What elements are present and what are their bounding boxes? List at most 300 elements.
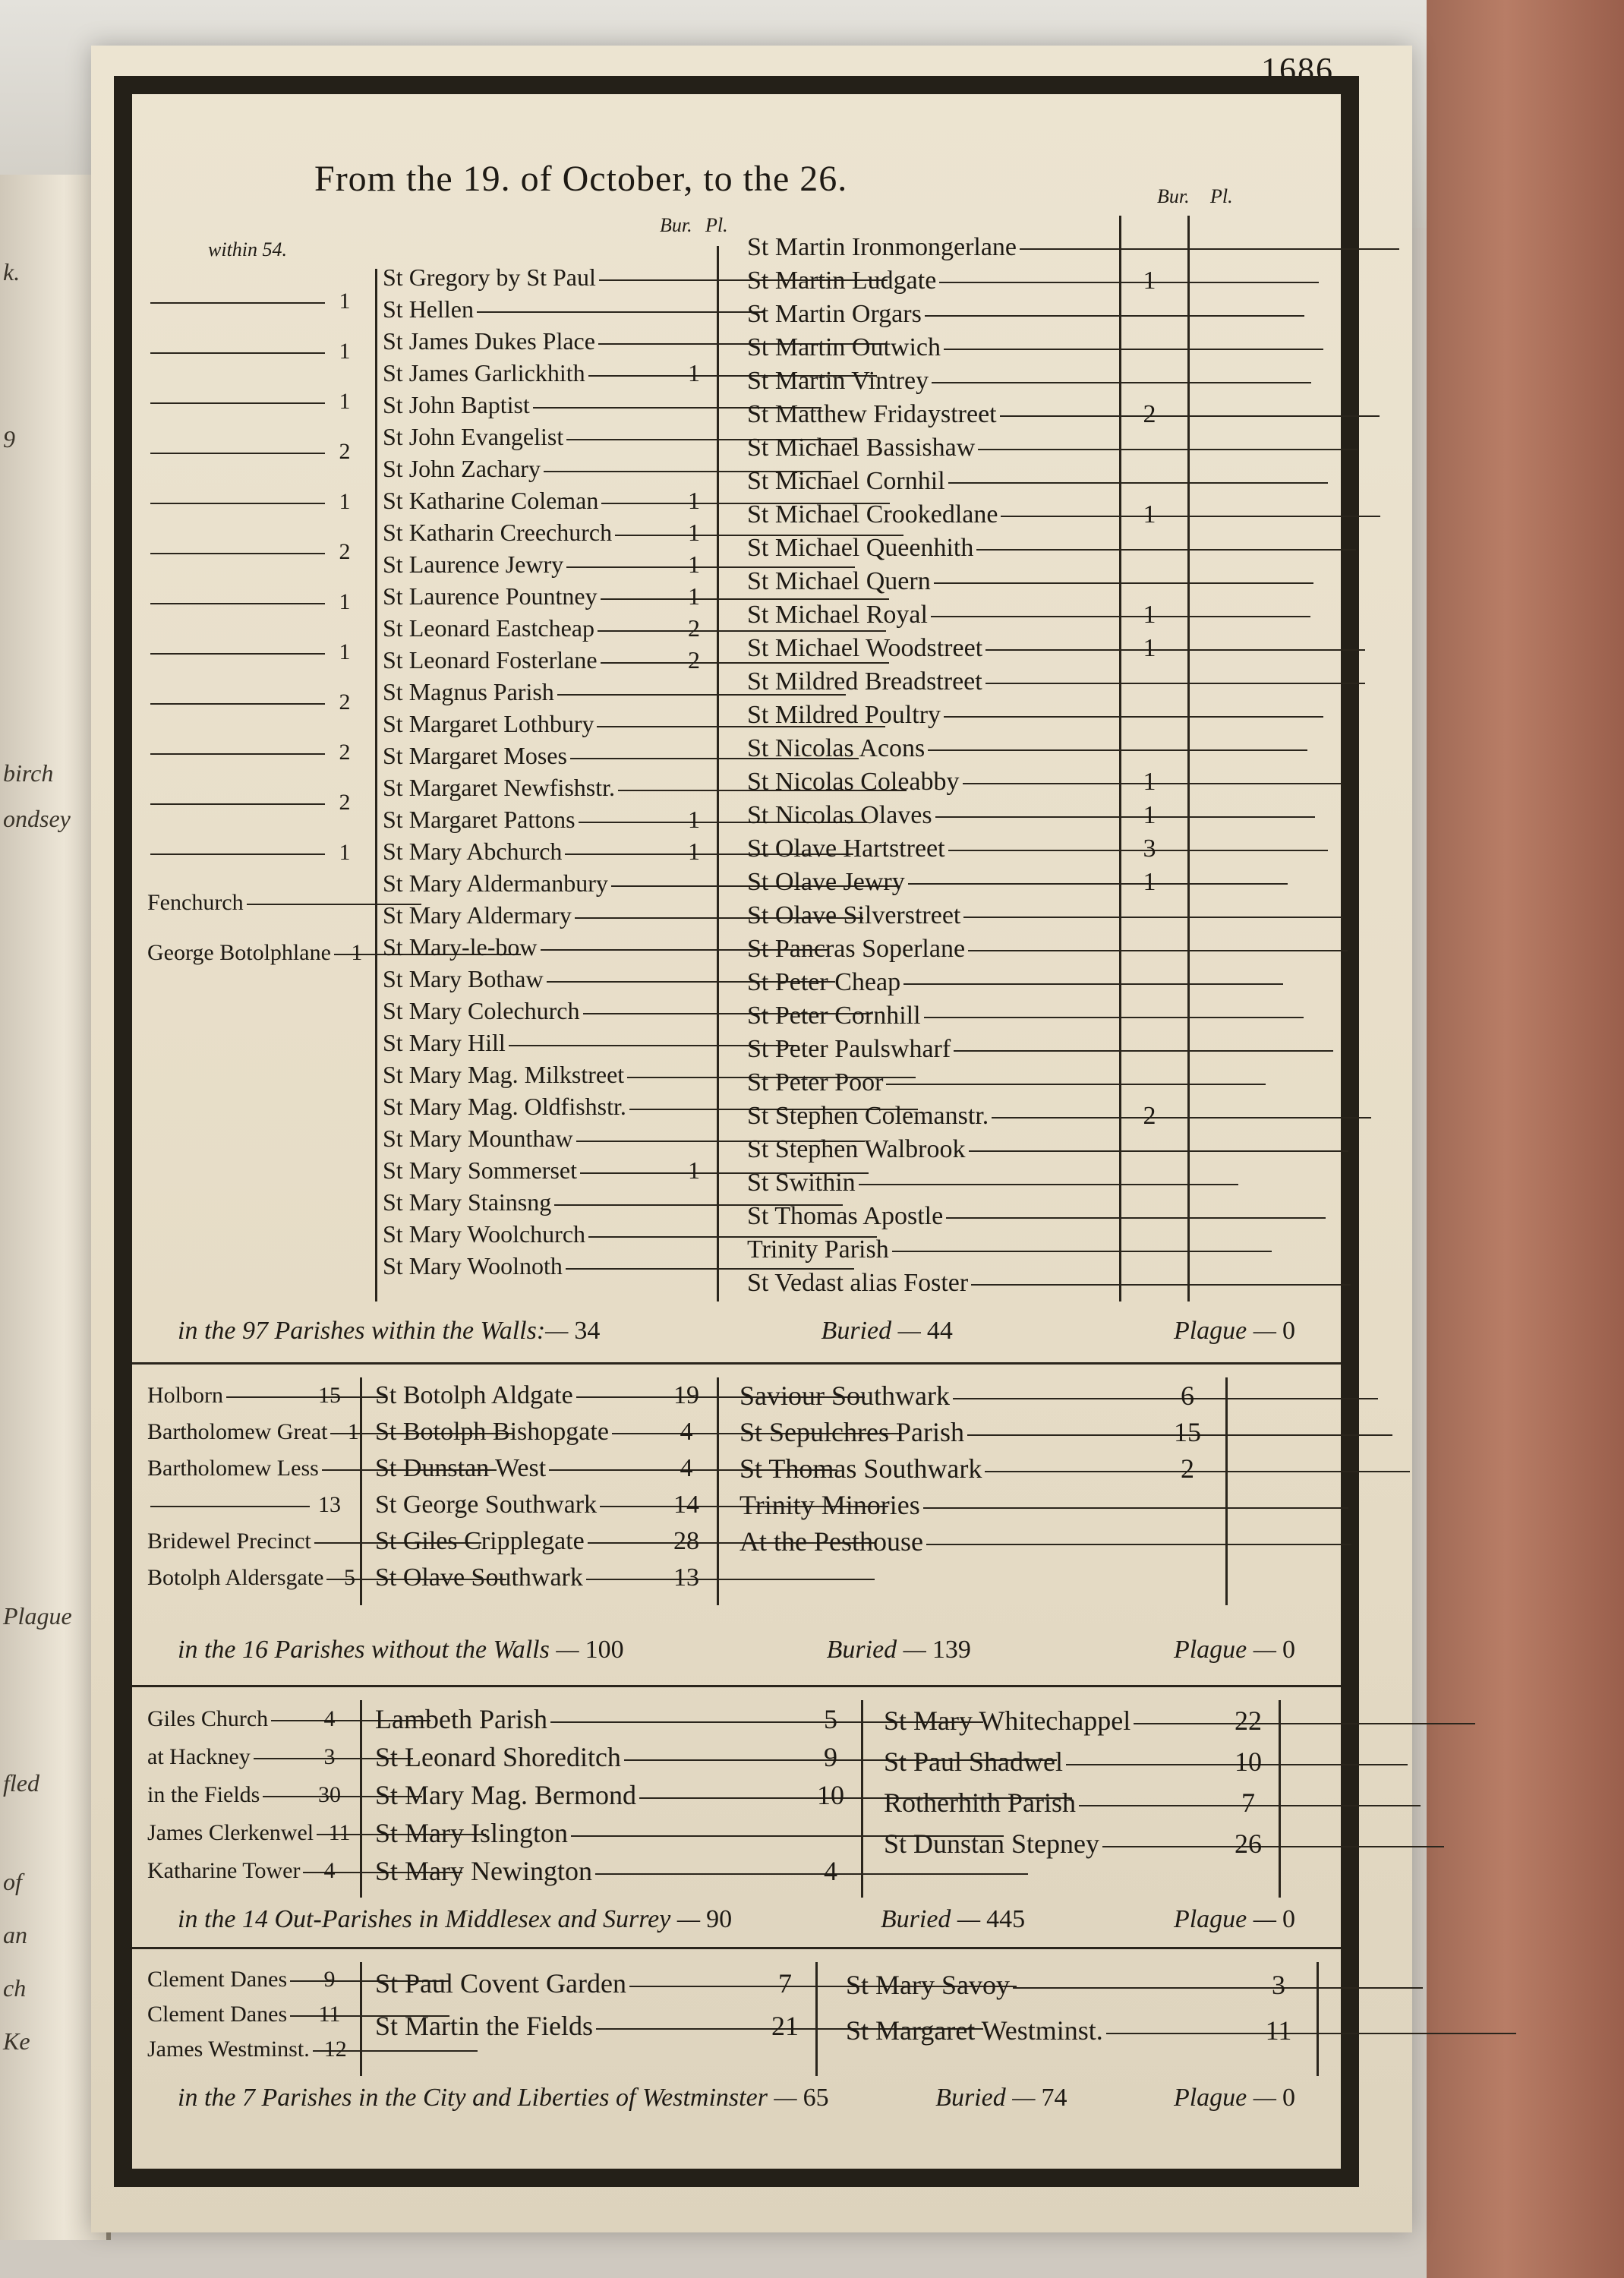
parish-entry [747,1100,1172,1133]
parish-entry [147,1700,352,1738]
parish-count: 1 [339,389,351,414]
parish-entry [747,364,1172,398]
parish-entry [147,1377,352,1414]
parish-name: St Peter Cheap [747,966,1127,999]
parish-name: St George Southwark [375,1487,664,1523]
parish-name: Fenchurch [147,878,322,928]
parish-entry [383,1250,717,1282]
parish-name: St Leonard Shoreditch [375,1738,808,1776]
parish-entry [747,899,1172,932]
plague-label: Plague — [1173,2084,1276,2112]
parish-entry [383,1186,717,1218]
section1-left-column [147,276,367,978]
parish-entry [739,1414,1210,1450]
parish-entry [747,632,1172,665]
parish-entry [147,627,367,677]
parish-entry [147,677,367,727]
parish-count: 3 [1143,835,1156,863]
parish-count: 7 [1241,1787,1255,1818]
section4-left-column [147,1962,352,2067]
parish-name: St Nicolas Coleabby [747,765,1127,799]
section2-middle-column [375,1377,709,1596]
parish-entry [375,1738,853,1776]
parish-name: St John Baptist [383,389,671,421]
parish-count: 1 [1143,868,1156,896]
parish-name: St Margaret Pattons [383,803,671,835]
parish-entry [383,1027,717,1059]
parish-count: 11 [328,1820,351,1845]
parish-count: 2 [688,614,700,642]
parish-name: Clement Danes [147,1962,307,1997]
bur-header: Bur. [1157,185,1190,207]
parish-name [147,627,322,677]
parish-count: 1 [1143,267,1156,295]
parish-entry [747,1233,1172,1267]
parish-name [147,276,322,327]
parish-name: Trinity Minories [739,1487,1165,1523]
parish-name: St Martin Orgars [747,298,1127,331]
plague-label: Plague — [1173,1317,1276,1345]
buried-total: 139 [932,1636,971,1664]
parish-count: 1 [688,582,700,610]
parish-entry [884,1741,1271,1782]
parish-name: James Clerkenwel [147,1814,317,1852]
parish-name: Trinity Parish [747,1233,1127,1267]
parish-entry [747,1166,1172,1200]
parish-entry [383,931,717,963]
parish-count: 15 [318,1383,341,1408]
parish-name: St Matthew Fridaystreet [747,398,1127,431]
parish-name: St Stephen Colemanstr. [747,1100,1127,1133]
parish-entry [383,612,717,644]
parish-count: 1 [339,840,351,865]
parish-name: Saviour Southwark [739,1377,1165,1414]
parish-count: 10 [1235,1746,1262,1777]
parish-count: 11 [1265,2015,1292,2046]
parish-entry [383,771,717,803]
parish-count: 2 [1143,400,1156,428]
parish-count: 1 [347,1419,359,1444]
parish-entry [747,866,1172,899]
parish-entry [147,1487,352,1523]
parish-name: St Pancras Soperlane [747,932,1127,966]
parish-entry [747,799,1172,832]
parish-entry [383,1059,717,1090]
left-page-fragment: 9 [3,425,15,453]
column-rule [861,1700,863,1898]
section1-summary [178,1317,1295,1346]
parish-count: 1 [688,359,700,387]
parish-entry [383,1090,717,1122]
plague-total: 0 [1282,2084,1295,2112]
parish-entry [147,1962,352,1997]
parish-name: St Margaret Westminst. [846,2008,1256,2053]
parish-entry [375,1814,853,1852]
parish-name: St Olave Jewry [747,866,1127,899]
bill-of-mortality-page [91,46,1412,2232]
summary-total: 34 [574,1317,601,1345]
buried-label: Buried — [821,1317,921,1345]
parish-count: 1 [1143,500,1156,528]
parish-count: 28 [673,1527,699,1555]
parish-count: 10 [817,1780,844,1810]
parish-entry [147,727,367,778]
left-col-header: within 54. [208,238,288,260]
parish-entry [739,1487,1210,1523]
parish-count: 1 [1143,768,1156,796]
parish-entry [147,1523,352,1560]
column-rule [1225,1377,1228,1605]
parish-count: 2 [339,539,351,564]
summary-label: in the 97 Parishes within the Walls:— [178,1317,569,1345]
page-year: 1686. [1261,51,1344,88]
parish-name [147,778,322,828]
parish-name: at Hackney [147,1738,307,1776]
left-page-fragment: ondsey [3,805,71,832]
parish-name: St Mary Mag. Oldfishstr. [383,1090,671,1122]
parish-name: George Botolphlane [147,928,334,978]
parish-name: St Mary Abchurch [383,835,671,867]
parish-entry [747,1133,1172,1166]
parish-entry [747,1066,1172,1100]
parish-name: St Nicolas Olaves [747,799,1127,832]
parish-name: St Martin Ironmongerlane [747,231,1127,264]
parish-count: 1 [1143,601,1156,629]
column-rule [717,1377,719,1605]
parish-entry [375,1487,709,1523]
parish-entry [846,2008,1301,2053]
parish-count: 1 [688,487,700,514]
parish-name: Rotherhith Parish [884,1782,1225,1823]
parish-name: St Michael Royal [747,598,1127,632]
parish-name [147,527,322,577]
left-page-fragment: Plague [3,1602,72,1630]
parish-entry [846,1962,1301,2008]
parish-name: St Martin Outwich [747,331,1127,364]
parish-name: St Olave Silverstreet [747,899,1127,932]
parish-name: St Mary Woolnoth [383,1250,671,1282]
parish-entry [747,532,1172,565]
parish-name: St Mary Woolchurch [383,1218,671,1250]
section2-left-column [147,1377,359,1596]
parish-name: St Thomas Southwark [739,1450,1165,1487]
parish-name: St Swithin [747,1166,1127,1200]
section3-summary [178,1905,1295,1934]
section-divider [132,1947,1341,1949]
buried-label: Buried — [826,1636,926,1664]
parish-count: 1 [1143,634,1156,662]
parish-name: St Michael Quern [747,565,1127,598]
parish-entry [147,1814,352,1852]
summary-total: 100 [585,1636,624,1664]
parish-entry [747,1200,1172,1233]
parish-entry [884,1700,1271,1741]
parish-count: 15 [1174,1417,1201,1447]
parish-entry [747,832,1172,866]
column-rule [1187,216,1190,1301]
parish-entry [147,2032,352,2067]
parish-entry [383,357,717,389]
parish-entry [147,527,367,577]
parish-entry [383,644,717,676]
parish-entry [747,999,1172,1033]
left-page-fragment: Ke [3,2027,30,2055]
parish-name: Clement Danes [147,1997,307,2032]
parish-entry [739,1450,1210,1487]
parish-name [147,727,322,778]
parish-count: 5 [824,1704,837,1734]
page-title: From the 19. of October, to the 26. [314,159,848,199]
parish-name: St Dunstan Stepney [884,1823,1225,1864]
parish-count: 9 [824,1742,837,1772]
parish-count: 4 [824,1856,837,1886]
summary-label: in the 7 Parishes in the City and Liberties of Westminster — [178,2084,797,2112]
parish-entry [383,803,717,835]
parish-name: St Paul Shadwel [884,1741,1225,1782]
parish-name: Giles Church [147,1700,307,1738]
parish-entry [747,398,1172,431]
parish-count: 4 [323,1858,336,1883]
parish-entry [383,453,717,484]
parish-entry [747,665,1172,699]
parish-name: St Michael Cornhil [747,465,1127,498]
parish-count: 2 [339,439,351,464]
parish-entry [884,1782,1271,1823]
parish-name: St Mary Whitechappel [884,1700,1225,1741]
section3-right-column [884,1700,1271,1864]
book-page-edges [1427,0,1624,2278]
column-rule [1317,1962,1319,2076]
parish-name: At the Pesthouse [739,1523,1165,1560]
parish-count: 1 [339,339,351,364]
parish-count: 1 [688,551,700,578]
parish-name: St Peter Poor [747,1066,1127,1100]
parish-count: 13 [318,1492,341,1517]
parish-entry [747,565,1172,598]
parish-name: Botolph Aldersgate [147,1560,326,1596]
parish-name: Katharine Tower [147,1852,307,1890]
parish-entry [147,1414,359,1450]
parish-name: St Laurence Pountney [383,580,671,612]
section3-left-column [147,1700,352,1890]
parish-name: Holborn [147,1377,307,1414]
buried-total: 74 [1041,2084,1067,2112]
parish-entry [747,1267,1172,1300]
parish-count: 19 [673,1381,699,1409]
parish-count: 14 [673,1491,699,1519]
plague-label: Plague — [1173,1636,1276,1664]
parish-entry [147,878,367,928]
parish-entry [375,1414,709,1450]
parish-count: 11 [318,2002,341,2027]
parish-name: St Laurence Jewry [383,548,671,580]
parish-entry [383,899,717,931]
parish-entry [147,828,367,878]
parish-name: St Leonard Fosterlane [383,644,671,676]
plague-total: 0 [1282,1317,1295,1345]
parish-name: St Mary Hill [383,1027,671,1059]
parish-entry [383,484,717,516]
parish-entry [747,498,1172,532]
parish-entry [383,1218,717,1250]
parish-name: St Mary Newington [375,1852,808,1890]
parish-count: 5 [343,1565,355,1590]
parish-name: St Dunstan West [375,1450,664,1487]
parish-entry [375,1852,853,1890]
parish-entry [747,598,1172,632]
parish-entry [383,325,717,357]
parish-name [147,1487,307,1523]
parish-entry [147,1738,352,1776]
parish-name: St Mary Islington [375,1814,808,1852]
parish-entry [383,516,717,548]
parish-count: 1 [339,589,351,614]
parish-name: St Stephen Walbrook [747,1133,1127,1166]
parish-name: St James Dukes Place [383,325,671,357]
parish-name: St Peter Paulswharf [747,1033,1127,1066]
parish-entry [147,377,367,427]
left-page-fragment: birch [3,759,54,787]
parish-name: St Mary Mag. Milkstreet [383,1059,671,1090]
plague-total: 0 [1282,1636,1295,1664]
parish-name: St Michael Woodstreet [747,632,1127,665]
parish-name: Lambeth Parish [375,1700,808,1738]
parish-entry [747,966,1172,999]
parish-entry [383,867,717,899]
column-rule [360,1962,362,2076]
parish-entry [383,548,717,580]
parish-name: St Thomas Apostle [747,1200,1127,1233]
parish-count: 2 [339,740,351,765]
parish-name [147,677,322,727]
parish-entry [747,431,1172,465]
parish-entry [383,261,717,293]
buried-label: Buried — [935,2084,1036,2112]
parish-entry [747,231,1172,264]
parish-count: 1 [339,289,351,314]
parish-name: St Leonard Eastcheap [383,612,671,644]
parish-name: in the Fields [147,1776,307,1814]
parish-entry [147,778,367,828]
column-rule [717,246,719,1301]
parish-name [147,828,322,878]
parish-entry [147,1560,355,1596]
parish-name: St Mary Mag. Bermond [375,1776,808,1814]
parish-entry [747,765,1172,799]
plague-label: Plague — [1173,1905,1276,1933]
parish-entry [147,928,367,978]
parish-entry [383,389,717,421]
parish-name: St Peter Cornhill [747,999,1127,1033]
parish-name: St John Zachary [383,453,671,484]
parish-entry [383,1154,717,1186]
parish-entry [739,1523,1210,1560]
parish-entry [884,1823,1271,1864]
parish-entry [383,1122,717,1154]
parish-count: 4 [323,1706,336,1731]
parish-entry [383,740,717,771]
parish-name: St Mildred Poultry [747,699,1127,732]
parish-name: St Margaret Lothbury [383,708,671,740]
parish-count: 30 [318,1782,341,1807]
parish-name: St Michael Queenhith [747,532,1127,565]
section1-middle-column [383,261,717,1282]
parish-count: 3 [323,1744,336,1769]
parish-count: 22 [1235,1705,1262,1736]
section2-right-column [739,1377,1210,1560]
summary-label: in the 14 Out-Parishes in Middlesex and Surrey — [178,1905,701,1933]
parish-entry [739,1377,1210,1414]
parish-name: St Martin Ludgate [747,264,1127,298]
parish-count: 1 [339,489,351,514]
parish-name [147,577,322,627]
parish-entry [383,963,717,995]
parish-entry [383,580,717,612]
parish-name [147,377,322,427]
parish-name: St Nicolas Acons [747,732,1127,765]
parish-entry [375,1450,709,1487]
parish-count: 26 [1235,1828,1262,1859]
buried-total: 445 [986,1905,1026,1933]
parish-name: St Katharin Creechurch [383,516,671,548]
parish-entry [747,932,1172,966]
parish-name: St Olave Hartstreet [747,832,1127,866]
parish-count: 1 [688,519,700,546]
page-border-frame [114,76,1359,2187]
parish-entry [747,732,1172,765]
parish-name: St Sepulchres Parish [739,1414,1165,1450]
parish-entry [383,293,717,325]
parish-count: 1 [688,806,700,833]
parish-name: St Mary Aldermanbury [383,867,671,899]
parish-count: 4 [680,1418,693,1446]
parish-name: St Margaret Newfishstr. [383,771,671,803]
parish-entry [383,708,717,740]
parish-entry [147,1997,352,2032]
parish-name: St Magnus Parish [383,676,671,708]
parish-entry [383,995,717,1027]
parish-name: St Mildred Breadstreet [747,665,1127,699]
parish-name: St Giles Cripplegate [375,1523,664,1560]
parish-name: St James Garlickhith [383,357,671,389]
parish-count: 2 [1143,1102,1156,1130]
parish-name [147,327,322,377]
parish-entry [375,1560,709,1596]
parish-count: 2 [339,790,351,815]
parish-name: Bartholomew Less [147,1450,322,1487]
section1-right-column [747,231,1172,1300]
column-rule [375,269,377,1301]
bur-header: Bur. [660,214,692,236]
parish-name: St Michael Crookedlane [747,498,1127,532]
parish-name: St Mary Bothaw [383,963,671,995]
buried-label: Buried — [880,1905,981,1933]
parish-name: St Botolph Bishopgate [375,1414,664,1450]
section4-summary [178,2084,1295,2112]
parish-count: 2 [1181,1453,1194,1484]
parish-name: St Margaret Moses [383,740,671,771]
parish-name: St Vedast alias Foster [747,1267,1127,1300]
summary-total: 65 [803,2084,829,2112]
parish-entry [747,298,1172,331]
parish-count: 1 [339,639,351,664]
section3-middle-column [375,1700,853,1890]
parish-entry [147,477,367,527]
parish-name: St Hellen [383,293,671,325]
parish-count: 1 [1143,801,1156,829]
parish-entry [747,264,1172,298]
parish-entry [147,1450,352,1487]
